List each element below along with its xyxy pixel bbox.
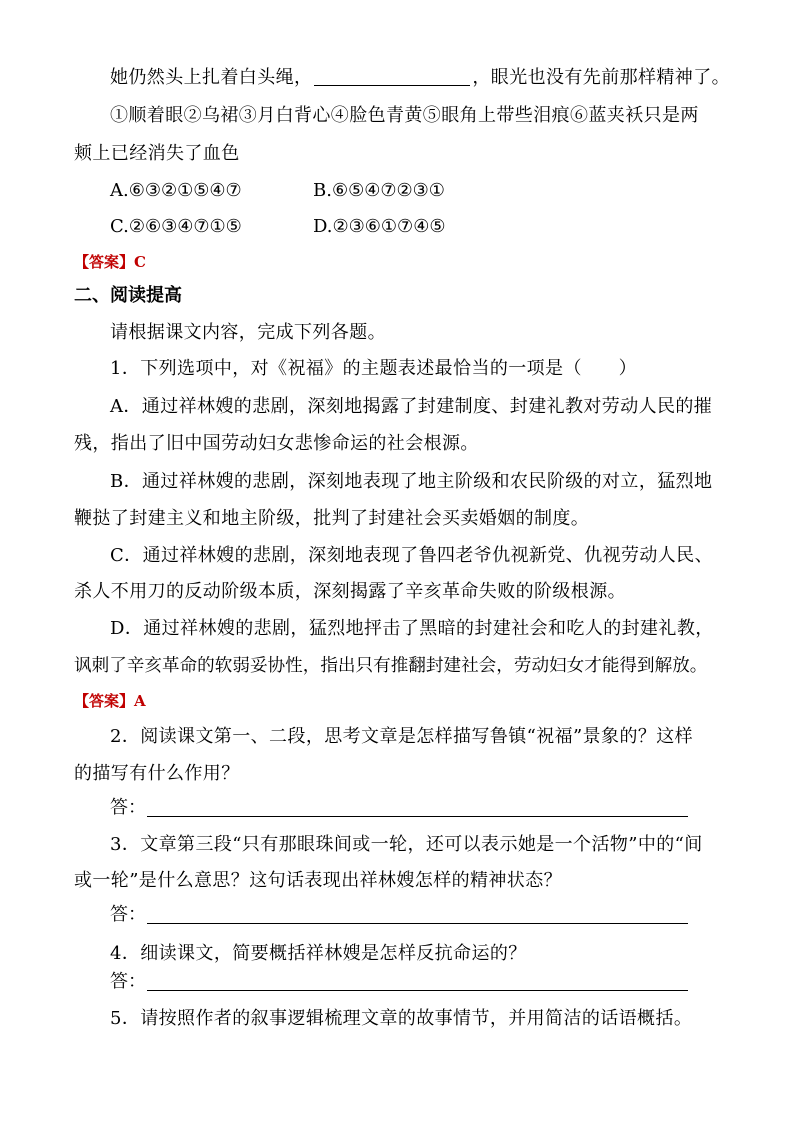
q1-option-a-line-1[interactable]: A．通过祥林嫂的悲剧，深刻地揭露了封建制度、封建礼教对劳动人民的摧 bbox=[110, 396, 713, 417]
q2-answer-label: 答： bbox=[110, 797, 146, 818]
answer-value: C bbox=[134, 253, 146, 271]
q3-answer-line[interactable] bbox=[147, 923, 688, 924]
q2-answer-line[interactable] bbox=[147, 816, 688, 817]
q4-answer-line[interactable] bbox=[147, 990, 688, 991]
option-b[interactable]: B.⑥⑤④⑦②③① bbox=[313, 180, 445, 201]
section-heading: 二、阅读提高 bbox=[74, 285, 182, 306]
q1-option-d-line-2: 讽刺了辛亥革命的软弱妥协性，指出只有推翻封建社会，劳动妇女才能得到解放。 bbox=[74, 656, 708, 676]
q1-option-b-line-2: 鞭挞了封建主义和地主阶级，批判了封建社会买卖婚姻的制度。 bbox=[74, 508, 590, 529]
q4-line-1: 4．细读课文，简要概括祥林嫂是怎样反抗命运的？ bbox=[110, 943, 527, 964]
answer-tag: 【答案】 bbox=[74, 253, 135, 271]
option-c[interactable]: C.②⑥③④⑦①⑤ bbox=[110, 216, 242, 237]
fill-items-line-1: ①顺着眼②乌裙③月白背心④脸色青黄⑤眼角上带些泪痕⑥蓝夹袄只是两 bbox=[110, 105, 699, 126]
q3-answer-label: 答： bbox=[110, 904, 146, 925]
q1-option-c-line-2: 杀人不用刀的反动阶级本质，深刻揭露了辛亥革命失败的阶级根源。 bbox=[74, 581, 626, 602]
answer-2 bbox=[74, 690, 146, 712]
q2-line-2: 的描写有什么作用？ bbox=[74, 763, 240, 784]
q3-line-1: 3．文章第三段“只有那眼珠间或一轮，还可以表示她是一个活物”中的“间 bbox=[110, 834, 703, 855]
q1-stem: 1．下列选项中，对《祝福》的主题表述最恰当的一项是（ ） bbox=[110, 358, 638, 379]
q1-option-a-line-2: 残，指出了旧中国劳动妇女悲惨命运的社会根源。 bbox=[74, 433, 479, 454]
sentence-before: 她仍然头上扎着白头绳， bbox=[110, 67, 313, 88]
answer-1 bbox=[74, 251, 146, 273]
option-a[interactable]: A.⑥③②①⑤④⑦ bbox=[110, 180, 242, 201]
q1-option-b-line-1[interactable]: B．通过祥林嫂的悲剧，深刻地表现了地主阶级和农民阶级的对立，猛烈地 bbox=[110, 471, 713, 492]
q4-answer-label: 答： bbox=[110, 971, 146, 992]
answer-tag: 【答案】 bbox=[74, 692, 135, 710]
q2-line-1: 2．阅读课文第一、二段，思考文章是怎样描写鲁镇“祝福”景象的？这样 bbox=[110, 726, 694, 747]
q3-line-2: 或一轮”是什么意思？这句话表现出祥林嫂怎样的精神状态？ bbox=[74, 870, 562, 891]
option-d[interactable]: D.②③⑥①⑦④⑤ bbox=[313, 216, 446, 237]
q5-line-1: 5．请按照作者的叙事逻辑梳理文章的故事情节，并用简洁的话语概括。 bbox=[110, 1008, 693, 1029]
q1-option-c-line-1[interactable]: C．通过祥林嫂的悲剧，深刻地表现了鲁四老爷仇视新党、仇视劳动人民、 bbox=[110, 545, 713, 566]
answer-value: A bbox=[134, 692, 146, 710]
q1-option-d-line-1[interactable]: D．通过祥林嫂的悲剧，猛烈地抨击了黑暗的封建社会和吃人的封建礼教， bbox=[110, 618, 714, 639]
sentence-after: ，眼光也没有先前那样精神了。 bbox=[472, 67, 731, 88]
fill-blank[interactable] bbox=[314, 67, 470, 86]
fill-items-line-2: 颊上已经消失了血色 bbox=[74, 143, 240, 164]
section-intro: 请根据课文内容，完成下列各题。 bbox=[110, 322, 386, 343]
fill-blank-sentence bbox=[110, 66, 730, 90]
